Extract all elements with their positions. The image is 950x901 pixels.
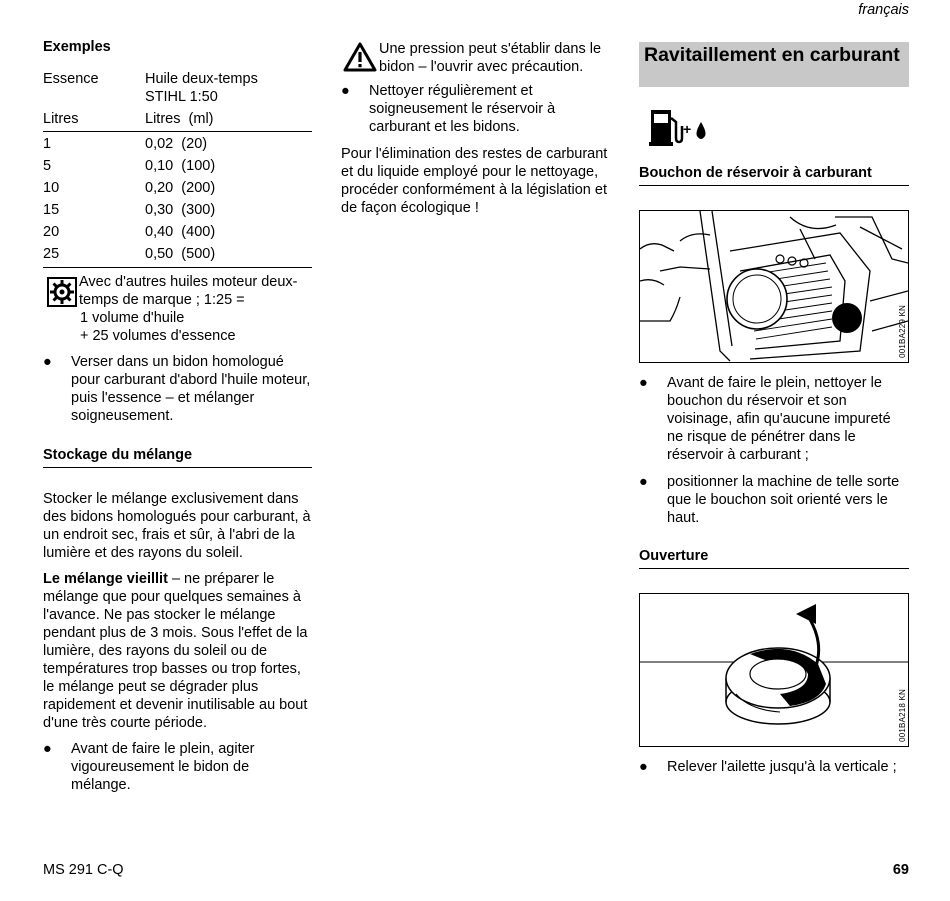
bullet-dot: ● xyxy=(639,375,648,391)
list-item xyxy=(639,374,909,464)
column-right xyxy=(639,42,909,776)
table-header-row xyxy=(43,70,312,110)
examples-heading: Exemples xyxy=(43,39,111,55)
fuel-cap-heading: Bouchon de réservoir à carburant xyxy=(639,164,909,186)
list-item-text: Avant de faire le plein, agiter vigoureusement le bidon de mélange. xyxy=(71,741,255,793)
section-title: Ravitaillement en carburant xyxy=(639,42,909,87)
table-cell: 0,40 (400) xyxy=(145,224,216,240)
bullet-dot: ● xyxy=(639,474,648,490)
table-header-oil-line2: STIHL 1:50 xyxy=(145,89,218,105)
warning-text: Une pression peut s'établir dans le bidon – l'ouvrir avec précaution. xyxy=(379,41,602,75)
disposal-paragraph: Pour l'élimination des restes de carburant et du liquide employé pour le nettoyage, procéder conformément à la législation et de façon écologique ! xyxy=(341,146,608,216)
svg-text:+: + xyxy=(683,121,692,137)
table-cell: 10 xyxy=(43,180,60,196)
chainsaw-housing-drawing xyxy=(640,211,908,362)
oil-ratio-note xyxy=(43,273,312,345)
cap-wing-drawing xyxy=(640,594,908,746)
note-text-line: 1 volume d'huile xyxy=(80,310,185,326)
pressure-warning xyxy=(341,40,611,76)
table-row xyxy=(43,132,312,158)
aging-paragraph xyxy=(43,570,312,732)
bullet-dot: ● xyxy=(43,354,52,370)
table-unit-cell: Litres (ml) xyxy=(145,110,312,132)
table-cell: 20 xyxy=(43,224,60,240)
list-item xyxy=(43,353,312,425)
table-cell: 0,20 (200) xyxy=(145,180,216,196)
note-text-line: temps de marque ; 1:25 = xyxy=(79,292,245,308)
engine-oil-note-icon xyxy=(47,277,77,312)
mixing-table xyxy=(43,70,312,268)
figure-code: 001BA218 KN xyxy=(898,689,907,742)
list-item-text: Avant de faire le plein, nettoyer le bouchon du réservoir et son voisinage, afin qu'aucune impureté ne risque de pénétrer dans le réservoir à carburant ; xyxy=(667,375,891,463)
table-units-row xyxy=(43,110,312,132)
footer-model: MS 291 C-Q xyxy=(43,862,124,878)
table-header-oil xyxy=(145,70,312,110)
column-left xyxy=(43,38,312,794)
bullet-dot: ● xyxy=(43,741,52,757)
table-cell: 0,30 (300) xyxy=(145,202,216,218)
storage-paragraph: Stocker le mélange exclusivement dans des bidons homologués pour carburant, à un endroit sec, frais et sûr, à l'abri de la lumière et des rayons du soleil. xyxy=(43,491,311,561)
table-cell: 0,02 (20) xyxy=(145,136,208,152)
table-cell: 0,50 (500) xyxy=(145,245,312,268)
cap-opening-illustration xyxy=(639,593,909,747)
table-header-oil-line1: Huile deux-temps xyxy=(145,71,258,87)
list-item xyxy=(639,758,909,776)
list-item-text: Nettoyer régulièrement et soigneusement le réservoir à carburant et les bidons. xyxy=(369,83,556,135)
aging-bold-label: Le mélange vieillit xyxy=(43,571,168,587)
fuel-oil-pictogram-icon xyxy=(649,108,909,148)
table-cell: 1 xyxy=(43,136,52,152)
language-label: français xyxy=(858,2,909,18)
list-item-text: Relever l'ailette jusqu'à la verticale ; xyxy=(667,759,897,775)
table-cell: 5 xyxy=(43,158,52,174)
figure-code: 001BA229 KN xyxy=(898,305,907,358)
table-cell: 25 xyxy=(43,245,145,268)
warning-triangle-icon xyxy=(343,42,377,77)
bullet-dot: ● xyxy=(639,759,648,775)
table-row xyxy=(43,157,312,179)
note-text-line: Avec d'autres huiles moteur deux- xyxy=(79,274,298,290)
list-item xyxy=(639,473,909,527)
list-item xyxy=(43,740,312,794)
note-text-line: + 25 volumes d'essence xyxy=(80,328,236,344)
storage-heading: Stockage du mélange xyxy=(43,446,312,468)
fuel-cap-illustration xyxy=(639,210,909,363)
table-cell: 15 xyxy=(43,202,60,218)
table-row xyxy=(43,179,312,201)
opening-heading: Ouverture xyxy=(639,547,909,569)
list-item-text: Verser dans un bidon homologué pour carburant d'abord l'huile moteur, puis l'essence – et mélanger soigneusement. xyxy=(71,354,311,424)
page-number: 69 xyxy=(892,862,909,878)
bullet-dot: ● xyxy=(341,83,350,99)
list-item xyxy=(341,82,611,136)
aging-text: – ne préparer le mélange que pour quelques semaines à l'avance. Ne pas stocker le mélange pendant plus de 3 mois. Sous l'effet de la lumière, des rayons du soleil ou de températures trop basses ou trop fortes, le mélange peut se dégrader plus rapidement et devenir inutilisable au bout d'une très courte période. xyxy=(43,571,308,731)
table-row xyxy=(43,201,312,223)
table-row xyxy=(43,245,312,268)
table-header-fuel: Essence xyxy=(43,71,99,87)
table-row xyxy=(43,223,312,245)
list-item-text: positionner la machine de telle sorte que le bouchon soit orienté vers le haut. xyxy=(667,474,900,526)
table-cell: 0,10 (100) xyxy=(145,158,216,174)
column-middle xyxy=(341,40,611,217)
table-unit-cell: Litres xyxy=(43,110,145,132)
